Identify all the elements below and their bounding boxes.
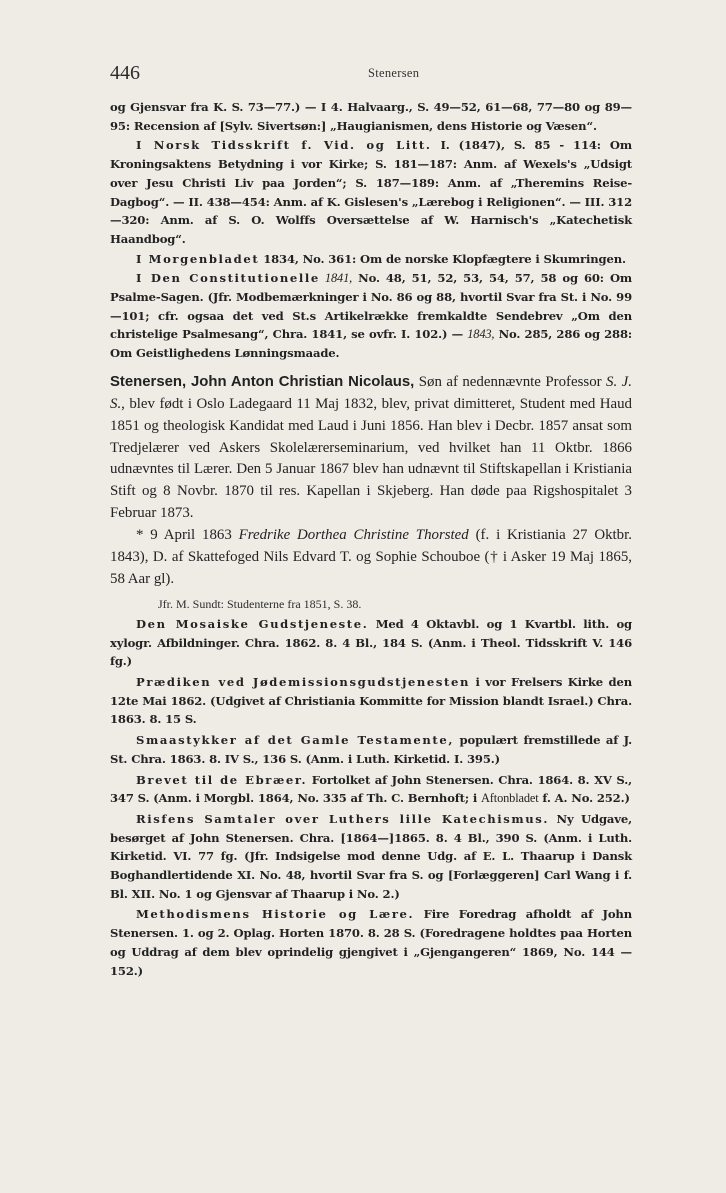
source-reference: Jfr. M. Sundt: Studenterne fra 1851, S. 38.	[158, 596, 362, 611]
running-head: Stenersen	[368, 66, 420, 80]
work-title: Smaastykker af det Gamle Testamente,	[136, 733, 454, 748]
biography-text: , blev født i Oslo Ladegaard 11 Maj 1832, blev, privat dimitteret, Student med Haud 1851 og theologisk Kandidat med Laud i Juni 1856. Han blev i Decbr. 1857 ansat som Tredjelærer ved Askers Skolelærerseminarium, ved hvilket han 11 Oktbr. 1866 udnævntes til Lærer. Den 5 Januar 1867 blev han udnævnt til Stiftskapellan i Kristiania Stift og 8 Novbr. 1870 til res. Kapellan i Skjeberg. Han døde paa Rigshospitalet 3 Februar 1873.	[110, 395, 632, 522]
continuation-entry-morgenbladet	[110, 250, 632, 269]
entry-text: No. 48, 51, 52, 53, 54, 57, 58 og 60: Om Psalme-Sagen. (Jfr. Modbemærkninger i No. 86 og 88, hvortil Svar fra St. i No. 99—101; cfr. ogsaa det ved St.s Artikelrække fremkaldte Sendebrev „Om den christelige Psalmesang“, Chra. 1841, se ovfr. I. 102.) —	[110, 271, 633, 342]
page-header	[110, 62, 630, 86]
work-entry-4	[110, 771, 632, 808]
work-details: Ny Udgave, besørget af John Stenersen. Chra. [1864—]1865. 8. 4 Bl., 390 S. (Anm. i Luth. Kirketid. VI. 77 fg. (Jfr. Indsigelse mod denne Udg. af E. L. Thaarup i Dansk Boghandlertidende XI. No. 48, hvortil Svar fra S. og [Forlæggeren] Carl Wang i f. Bl. XII. No. 1 og Gjensvar af Thaarup i No. 2.)	[110, 811, 632, 901]
periodical-title: I Norsk Tidsskrift f. Vid. og Litt.	[136, 138, 432, 153]
periodical-title: I Morgenbladet	[136, 251, 260, 266]
biography-paragraph	[110, 372, 632, 525]
work-details: Fortolket af John Stenersen. Chra. 1864. 8. XV S., 347 S. (Anm. i Morgbl. 1864, No. 335 af Th. C. Bernhoft; i	[110, 772, 632, 806]
work-entry-5	[110, 810, 632, 904]
page-body	[110, 98, 632, 982]
work-entry-3	[110, 731, 632, 768]
father-initials: S. J. S.	[110, 373, 632, 412]
work-title: Methodismens Historie og Lære.	[136, 907, 415, 922]
year-italic: 1841,	[319, 271, 353, 286]
work-details: Med 4 Oktavbl. og 1 Kvartbl. lith. og xylogr. Afbildninger. Chra. 1862. 8. 4 Bl., 184 S. (Anm. i Theol. Tidsskrift V. 146 fg.)	[110, 616, 632, 669]
work-details: f. A. No. 252.)	[538, 791, 630, 806]
work-details: Fire Foredrag afholdt af John Stenersen. 1. og 2. Oplag. Horten 1870. 8. 28 S. (Foredragene holdtes paa Horten og Uddrag af dem blev oprindelig gjengivet i „Gjengangeren“ 1869, No. 144 —152.)	[110, 907, 632, 978]
entry-text: I. (1847), S. 85 - 114: Om Kroningsaktens Betydning i vor Kirke; S. 181—187: Anm. af Wexels's „Udsigt over Jesu Christi Liv paa Jorden“; S. 187—189: Anm. af „Theremins Reise-Dagbog“. — II. 438—454: Anm. af K. Gislesen's „Lærebog i Religionen“. — III. 312—320: Anm. af S. O. Wolffs Oversættelse af W. Harnisch's „Katechetisk Haandbog“.	[110, 138, 632, 246]
continuation-entry-constitutionelle	[110, 269, 632, 363]
work-entry-1	[110, 615, 632, 671]
work-entry-6	[110, 905, 632, 980]
marriage-text: * 9 April 1863	[136, 527, 239, 544]
periodical-title: I Den Constitutionelle	[136, 271, 320, 286]
biography-name: Stenersen, John Anton Christian Nicolaus,	[110, 373, 415, 390]
year-italic: 1843,	[467, 327, 495, 342]
work-entry-2	[110, 673, 632, 729]
marriage-text: (f. i Kristiania 27 Oktbr. 1843), D. af Skattefoged Nils Edvard T. og Sophie Schouboe († i Asker 19 Maj 1865, 58 Aar gl).	[110, 527, 632, 587]
work-title: Prædiken ved Jødemissionsgudstjenesten	[136, 675, 470, 690]
work-details: populært fremstillede af J. St. Chra. 1863. 8. IV S., 136 S. (Anm. i Luth. Kirketid. I. 395.)	[110, 733, 632, 766]
biography-text: Søn af nedennævnte Professor	[414, 373, 607, 390]
work-title: Den Mosaiske Gudstjeneste.	[136, 616, 369, 631]
entry-text: No. 285, 286 og 288: Om Geistlighedens Lønningsmaade.	[110, 327, 633, 361]
work-title: Risfens Samtaler over Luthers lille Katechismus.	[136, 811, 550, 826]
continuation-entry-norsk-tidsskrift	[110, 136, 632, 248]
spouse-name: Fredrike Dorthea Christine Thorsted	[238, 527, 469, 544]
aftonbladet-label: Aftonbladet	[481, 791, 539, 806]
work-title: Brevet til de Ebræer.	[136, 772, 308, 787]
entry-text: 1834, No. 361: Om de norske Klopfægtere i Skumringen.	[259, 251, 626, 266]
marriage-paragraph	[110, 525, 632, 591]
work-details: i vor Frelsers Kirke den 12te Mai 1862. (Udgivet af Christiania Kommitte for Mission blandt Israel.) Chra. 1863. 8. 15 S.	[110, 675, 632, 727]
continuation-entry-1: og Gjensvar fra K. S. 73—77.) — I 4. Halvaarg., S. 49—52, 61—68, 77—80 og 89—95: Recension af [Sylv. Sivertsøn:] „Haugianismen, dens Historie og Væsen“.	[110, 100, 632, 133]
page-number: 446	[110, 62, 140, 84]
